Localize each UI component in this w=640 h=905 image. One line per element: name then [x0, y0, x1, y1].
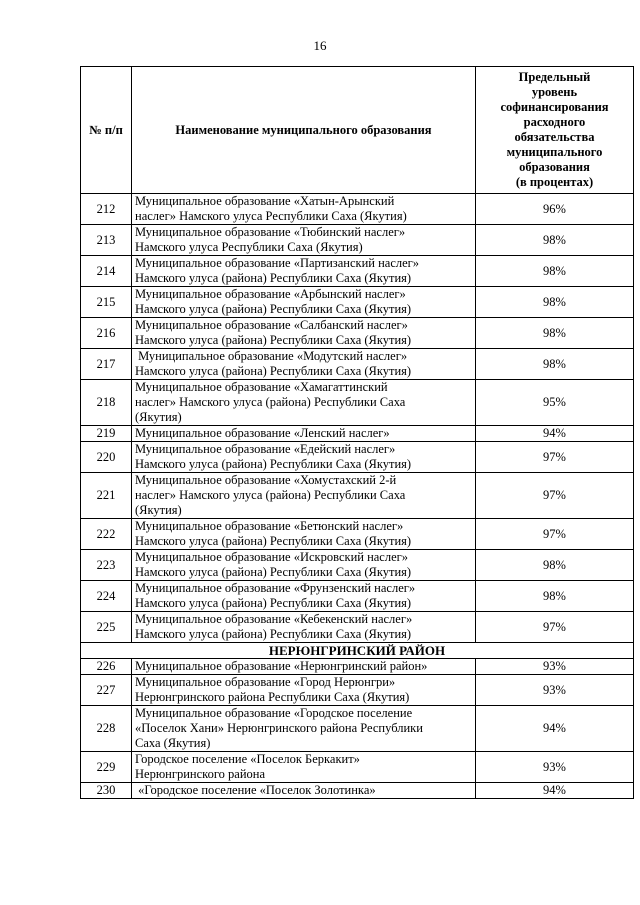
- municipal-cofinancing-table: [80, 66, 634, 799]
- municipality-name-line: Саха (Якутия): [135, 736, 211, 750]
- cofinancing-percent: 97%: [476, 612, 634, 643]
- table-row: [81, 349, 634, 380]
- municipality-name-line: Муниципальное образование «Город Нерюнгри»: [135, 675, 396, 689]
- row-number: 216: [81, 318, 132, 349]
- page-number: 16: [313, 38, 327, 53]
- row-number: 214: [81, 256, 132, 287]
- municipality-name: [132, 256, 476, 287]
- header-pct: [476, 67, 634, 194]
- table-row: [81, 318, 634, 349]
- row-number: 230: [81, 783, 132, 799]
- municipality-name-line: Муниципальное образование «Ленский наслег»: [135, 426, 390, 440]
- municipality-name-line: Муниципальное образование «Фрунзенский наслег»: [135, 581, 416, 595]
- row-number: 220: [81, 442, 132, 473]
- municipality-name-line: Нерюнгринского района Республики Саха (Якутия): [135, 690, 410, 704]
- row-number: 223: [81, 550, 132, 581]
- municipality-name-line: Намского улуса (района) Республики Саха (Якутия): [135, 627, 412, 641]
- table-header-row: [81, 67, 634, 194]
- municipality-name-line: Муниципальное образование «Искровский наслег»: [135, 550, 409, 564]
- cofinancing-percent: 98%: [476, 581, 634, 612]
- row-number: 224: [81, 581, 132, 612]
- cofinancing-percent: 97%: [476, 442, 634, 473]
- municipality-name: [132, 706, 476, 752]
- municipality-name: [132, 612, 476, 643]
- municipality-name-line: Муниципальное образование «Модутский наслег»: [135, 349, 408, 363]
- cofinancing-percent: 96%: [476, 194, 634, 225]
- row-number: 212: [81, 194, 132, 225]
- table-row: [81, 783, 634, 799]
- cofinancing-percent: 95%: [476, 380, 634, 426]
- cofinancing-percent: 98%: [476, 349, 634, 380]
- municipality-name-line: (Якутия): [135, 410, 182, 424]
- municipality-name: [132, 380, 476, 426]
- cofinancing-percent: 94%: [476, 783, 634, 799]
- municipality-name: [132, 581, 476, 612]
- table-row: [81, 473, 634, 519]
- municipality-name: [132, 550, 476, 581]
- municipality-name-line: Муниципальное образование «Едейский наслег»: [135, 442, 396, 456]
- row-number: 218: [81, 380, 132, 426]
- municipality-name-line: Муниципальное образование «Партизанский наслег»: [135, 256, 420, 270]
- municipality-name: [132, 675, 476, 706]
- municipality-name-line: Муниципальное образование «Бетюнский наслег»: [135, 519, 404, 533]
- table-row: [81, 380, 634, 426]
- cofinancing-percent: 97%: [476, 473, 634, 519]
- municipality-name-line: Муниципальное образование «Городское поселение: [135, 706, 413, 720]
- table-row: [81, 225, 634, 256]
- municipality-name-line: Намского улуса (района) Республики Саха (Якутия): [135, 271, 412, 285]
- cofinancing-percent: 94%: [476, 706, 634, 752]
- municipality-name-line: Намского улуса (района) Республики Саха (Якутия): [135, 333, 412, 347]
- table-row: [81, 256, 634, 287]
- municipality-name: [132, 752, 476, 783]
- row-number: 221: [81, 473, 132, 519]
- cofinancing-percent: 98%: [476, 550, 634, 581]
- table-row: [81, 675, 634, 706]
- table-body: [81, 194, 634, 799]
- section-title: НЕРЮНГРИНСКИЙ РАЙОН: [81, 643, 634, 659]
- municipality-name-line: Муниципальное образование «Хамагаттинский: [135, 380, 388, 394]
- cofinancing-percent: 93%: [476, 752, 634, 783]
- municipality-name: [132, 349, 476, 380]
- table-row: [81, 659, 634, 675]
- row-number: 228: [81, 706, 132, 752]
- municipality-name-line: Муниципальное образование «Салбанский наслег»: [135, 318, 408, 332]
- table-row: [81, 519, 634, 550]
- cofinancing-percent: 98%: [476, 225, 634, 256]
- table-row: [81, 752, 634, 783]
- table-row: [81, 287, 634, 318]
- municipality-name-line: Муниципальное образование «Кебекенский наслег»: [135, 612, 413, 626]
- municipality-name-line: Муниципальное образование «Арбынский наслег»: [135, 287, 406, 301]
- municipality-name-line: наслег» Намского улуса (района) Республики Саха: [135, 395, 406, 409]
- header-num: № п/п: [81, 67, 132, 194]
- header-pct-line: образования: [519, 160, 590, 174]
- cofinancing-percent: 98%: [476, 256, 634, 287]
- table-row: [81, 706, 634, 752]
- header-pct-line: уровень: [531, 85, 578, 99]
- row-number: 217: [81, 349, 132, 380]
- cofinancing-percent: 98%: [476, 318, 634, 349]
- header-pct-line: Предельный: [518, 70, 591, 84]
- row-number: 226: [81, 659, 132, 675]
- municipality-name-line: Намского улуса (района) Республики Саха (Якутия): [135, 565, 412, 579]
- section-row: [81, 643, 634, 659]
- municipality-name-line: наслег» Намского улуса (района) Республики Саха: [135, 488, 406, 502]
- header-pct-line: муниципального: [506, 145, 603, 159]
- cofinancing-percent: 98%: [476, 287, 634, 318]
- municipality-name-line: Муниципальное образование «Хомустахский 2-й: [135, 473, 397, 487]
- municipality-name-line: Намского улуса (района) Республики Саха (Якутия): [135, 364, 412, 378]
- municipality-name-line: Нерюнгринского района: [135, 767, 266, 781]
- table-row: [81, 426, 634, 442]
- municipality-name: [132, 194, 476, 225]
- municipality-name-line: «Городское поселение «Поселок Золотинка»: [135, 783, 376, 797]
- row-number: 219: [81, 426, 132, 442]
- table-row: [81, 612, 634, 643]
- cofinancing-percent: 97%: [476, 519, 634, 550]
- municipality-name: [132, 783, 476, 799]
- cofinancing-percent: 93%: [476, 675, 634, 706]
- municipality-name-line: Намского улуса (района) Республики Саха (Якутия): [135, 302, 412, 316]
- municipality-name: [132, 318, 476, 349]
- row-number: 229: [81, 752, 132, 783]
- municipality-name: [132, 519, 476, 550]
- municipality-name: [132, 473, 476, 519]
- municipality-name: [132, 225, 476, 256]
- row-number: 215: [81, 287, 132, 318]
- header-pct-line: (в процентах): [515, 175, 594, 189]
- row-number: 213: [81, 225, 132, 256]
- municipality-name: [132, 659, 476, 675]
- table-row: [81, 550, 634, 581]
- municipality-name-line: Намского улуса Республики Саха (Якутия): [135, 240, 363, 254]
- municipality-name-line: Намского улуса (района) Республики Саха (Якутия): [135, 534, 412, 548]
- municipality-name-line: «Поселок Хани» Нерюнгринского района Республики: [135, 721, 423, 735]
- cofinancing-percent: 94%: [476, 426, 634, 442]
- header-pct-line: расходного: [523, 115, 586, 129]
- table-row: [81, 581, 634, 612]
- table-row: [81, 194, 634, 225]
- municipality-name: [132, 287, 476, 318]
- municipality-name-line: Муниципальное образование «Нерюнгринский район»: [135, 659, 428, 673]
- municipality-name-line: Муниципальное образование «Хатын-Арынский: [135, 194, 395, 208]
- cofinancing-percent: 93%: [476, 659, 634, 675]
- municipality-name-line: Намского улуса (района) Республики Саха (Якутия): [135, 457, 412, 471]
- municipality-name-line: наслег» Намского улуса Республики Саха (Якутия): [135, 209, 407, 223]
- header-name: Наименование муниципального образования: [132, 67, 476, 194]
- municipality-name-line: Городское поселение «Поселок Беркакит»: [135, 752, 360, 766]
- table-row: [81, 442, 634, 473]
- municipality-name-line: (Якутия): [135, 503, 182, 517]
- municipality-name: [132, 426, 476, 442]
- row-number: 222: [81, 519, 132, 550]
- municipality-name: [132, 442, 476, 473]
- row-number: 225: [81, 612, 132, 643]
- header-pct-line: обязательства: [514, 130, 595, 144]
- row-number: 227: [81, 675, 132, 706]
- municipality-name-line: Намского улуса (района) Республики Саха (Якутия): [135, 596, 412, 610]
- header-pct-line: софинансирования: [500, 100, 609, 114]
- municipality-name-line: Муниципальное образование «Тюбинский наслег»: [135, 225, 406, 239]
